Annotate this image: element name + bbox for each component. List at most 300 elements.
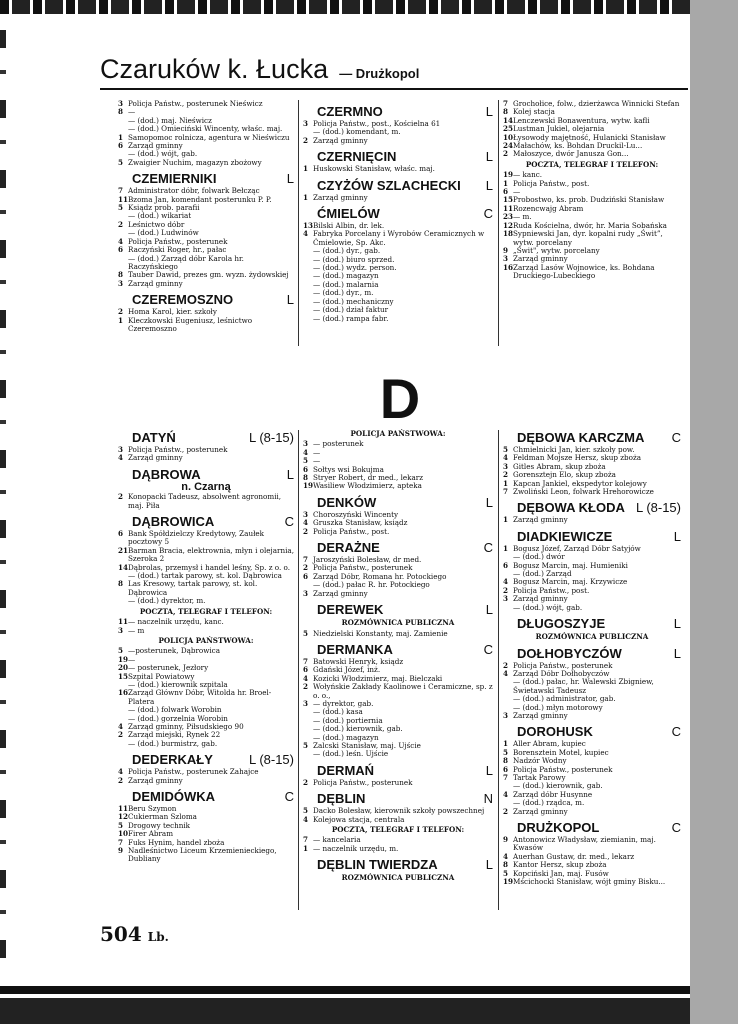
- entry-text: Policja Państw., posterunek: [513, 660, 613, 670]
- entry-text: Stryer Robert, dr med., lekarz: [313, 473, 424, 483]
- phone-number: 11: [118, 617, 129, 627]
- directory-entry: [303, 528, 493, 536]
- place-heading: [317, 602, 493, 617]
- directory-entry: [118, 159, 294, 167]
- directory-entry: [503, 878, 681, 886]
- place-heading: [132, 789, 294, 804]
- entry-text: — (dod.) portiernia: [313, 715, 383, 725]
- phone-number: 1: [118, 132, 124, 142]
- phone-number: 3: [118, 625, 124, 635]
- entry-text: Małoszyce, dwór Janusza Gon...: [513, 149, 629, 159]
- entry-text: — (dod.) magazyn: [313, 732, 379, 742]
- entry-text: — dyrektor, gab.: [313, 698, 374, 708]
- phone-number: 2: [303, 563, 309, 573]
- phone-number: 7: [503, 487, 509, 497]
- phone-number: 19: [303, 481, 314, 491]
- place-name: DRUŻKOPOL: [517, 820, 600, 835]
- entry-text: Zarząd Głównv Dóbr, Witolda hr. Broel-Platera: [128, 688, 272, 706]
- place-name: DOROHUSK: [517, 724, 593, 740]
- directory-entry: [303, 845, 493, 853]
- phone-number: 7: [503, 772, 509, 782]
- phone-number: 6: [303, 464, 309, 474]
- entry-text: Ksiądz prob. parafii: [128, 203, 200, 213]
- place-heading: [517, 430, 681, 445]
- entry-text: Niedzielski Konstanty, maj. Zamienie: [313, 628, 448, 638]
- phone-number: 4: [503, 453, 509, 463]
- phone-number: 5: [503, 445, 509, 454]
- phone-number: 2: [303, 135, 309, 145]
- phone-number: 3: [303, 509, 309, 519]
- entry-text: — kancelaria: [313, 835, 361, 845]
- phone-number: 5: [303, 740, 309, 750]
- entry-text: Kolejowa stacja, centrala: [313, 814, 405, 824]
- directory-entry: [118, 317, 294, 334]
- phone-number: 16: [118, 688, 129, 698]
- place-heading: [317, 791, 493, 806]
- entry-text: Chmielnicki Jan, kier. szkoły pow.: [513, 445, 635, 454]
- place-heading: [517, 646, 681, 661]
- entry-text: —: [128, 654, 136, 664]
- column-2-top: [303, 100, 493, 323]
- phone-number: 5: [303, 806, 309, 816]
- column-rule: [298, 100, 299, 346]
- place-name: DOŁHOBYCZÓW: [517, 645, 622, 661]
- entry-text: Wołyńskie Zakłady Kaolinowe i Ceramiczne, sp. z o. o.,: [313, 682, 493, 700]
- phone-number: 19: [118, 654, 129, 664]
- place-category: C: [671, 820, 681, 835]
- phone-number: 7: [303, 835, 309, 845]
- place-category: L (8-15): [248, 430, 294, 445]
- sub-heading: POLICJA PAŃSTWOWA:: [158, 635, 254, 645]
- phone-number: 6: [303, 571, 309, 581]
- entry-text: — (dod.) Zarząd: [513, 569, 572, 579]
- entry-text: Zarząd Dóbr, Romana hr. Potockiego: [313, 571, 447, 581]
- entry-text: Tauber Dawid, prezes gm. wyzn. żydowskiej: [128, 270, 289, 280]
- entry-text: Zarząd gminny: [128, 278, 183, 288]
- entry-text: — naczelnik urzędu, kanc.: [128, 617, 224, 627]
- entry-text: Nadleśnictwo Liceum Krzemienieckiego, Dubliany: [128, 846, 277, 864]
- phone-number: 3: [118, 99, 124, 108]
- phone-number: 1: [503, 178, 509, 188]
- phone-number: [303, 725, 313, 733]
- phone-number: [303, 717, 313, 725]
- entry-text: — (dod.) tartak parowy, st. kol. Dąbrowica: [128, 571, 282, 581]
- entry-text: Nadzór Wodny: [513, 756, 567, 766]
- place-name: DĘBLIN: [317, 791, 366, 807]
- directory-entry: [303, 165, 493, 173]
- phone-number: 7: [503, 99, 509, 108]
- entry-text: — (dod.) administrator, gab.: [513, 694, 616, 704]
- place-heading: [317, 104, 493, 119]
- entry-text: Bogusz Marcin, maj. Krzywicze: [513, 577, 628, 587]
- entry-text: Borensztein Motel, kupiec: [513, 747, 609, 757]
- entry-text: — (dod.) wójt, gab.: [513, 602, 583, 612]
- header-title: Czaruków k. Łucka: [100, 54, 329, 84]
- place-heading: [132, 292, 294, 307]
- place-category: C: [671, 430, 681, 445]
- entry-text: Bank Spółdzielczy Kredytowy, Zaułek pocztowy 5: [128, 529, 265, 547]
- phone-number: 5: [503, 747, 509, 757]
- place-category: C: [671, 724, 681, 740]
- entry-text: Zarząd gminny, Piłsudskiego 90: [128, 721, 244, 731]
- directory-entry: [303, 440, 493, 448]
- phone-number: 5: [303, 628, 309, 638]
- phone-number: 4: [303, 673, 309, 683]
- place-name: DERMAŃ: [317, 762, 375, 778]
- entry-text: Leśnictwo dóbr: [128, 219, 185, 229]
- phone-number: 2: [303, 526, 309, 536]
- place-heading: [517, 820, 681, 835]
- entry-text: — naczelnik urzędu, m.: [313, 843, 399, 853]
- phone-number: [303, 272, 313, 280]
- entry-text: Policja Państw., post.: [313, 526, 390, 536]
- entry-text: Małachów, ks. Bohdan Druckil-Lu...: [513, 141, 643, 151]
- phone-number: [303, 315, 313, 323]
- entry-text: Sołtys wsi Bokujma: [313, 464, 384, 474]
- entry-text: Bzoma Jan, komendant posterunku P. P.: [128, 194, 272, 204]
- entry-text: Kopciński Jan, maj. Fusów: [513, 868, 609, 878]
- entry-text: „Świt", wytw. porcelany: [513, 245, 600, 255]
- phone-number: 8: [503, 860, 509, 870]
- phone-number: 3: [503, 710, 509, 720]
- place-category: L: [485, 149, 493, 165]
- directory-entry: [303, 750, 493, 758]
- directory-entry: [303, 315, 493, 323]
- phone-number: 8: [303, 473, 309, 483]
- entry-text: Zwoliński Leon, folwark Hrehorowicze: [513, 487, 654, 497]
- phone-number: 25: [503, 124, 514, 134]
- entry-text: — posterunek, Jezłory: [128, 663, 209, 673]
- phone-number: 14: [503, 115, 514, 125]
- place-heading: [132, 514, 294, 529]
- entry-text: Zarząd gminny: [128, 453, 183, 463]
- entry-text: Lenczewski Bonawentura, wytw. kafli: [513, 115, 650, 125]
- place-category: L: [485, 602, 493, 618]
- place-heading: [317, 206, 493, 221]
- phone-number: 8: [503, 756, 509, 766]
- directory-entry: [118, 100, 294, 108]
- phone-number: 11: [118, 804, 129, 813]
- phone-number: 4: [118, 721, 124, 731]
- place-name: CZEREMOSZNO: [132, 292, 234, 308]
- entry-text: Dąbrolas, przemysł i handel leśny, Sp. z o. o.: [128, 562, 291, 572]
- place-name: DERAŻNE: [317, 540, 380, 556]
- phone-number: 4: [303, 229, 309, 239]
- phone-number: [303, 708, 313, 716]
- phone-number: 2: [503, 585, 509, 595]
- entry-text: Choroszyński Wincenty: [313, 509, 399, 519]
- phone-number: [118, 117, 128, 125]
- header-subtitle: — Drużkopol: [339, 66, 420, 81]
- phone-number: 6: [118, 141, 124, 151]
- phone-number: 8: [118, 579, 124, 589]
- entry-text: — (dod.) gorzelnia Worobin: [128, 713, 228, 723]
- phone-number: 7: [118, 186, 124, 196]
- place-heading: [317, 763, 493, 778]
- directory-entry: [303, 683, 493, 700]
- phone-number: 6: [503, 187, 509, 197]
- phone-number: 1: [503, 478, 509, 488]
- phone-number: [303, 256, 313, 264]
- entry-text: Szpital Powiatowy: [128, 671, 195, 681]
- entry-text: Zarząd gminny: [313, 588, 368, 598]
- entry-text: — m.: [513, 212, 532, 222]
- entry-text: Feldman Mojsze Hersz, skup zboża: [513, 453, 642, 463]
- phone-number: 2: [503, 470, 509, 480]
- entry-text: — (dod.) dyr., gab.: [313, 246, 381, 256]
- entry-text: — (dod.) kierownik szpitala: [128, 679, 228, 689]
- place-category: L: [286, 292, 294, 308]
- phone-number: 11: [503, 203, 514, 213]
- phone-number: 6: [118, 529, 124, 539]
- entry-text: — (dod.) maj. Nieświcz: [128, 115, 212, 125]
- place-name: ĆMIELÓW: [317, 206, 380, 222]
- phone-number: [303, 289, 313, 297]
- place-category: N: [483, 791, 493, 807]
- phone-number: 2: [118, 492, 124, 502]
- entry-text: Policja Państw., posterunek: [313, 563, 413, 573]
- entry-text: Homa Karol, kier. szkoły: [128, 307, 217, 317]
- phone-number: 3: [503, 594, 509, 604]
- entry-text: Gorensztejn Elo, skup zboża: [513, 470, 616, 480]
- directory-entry: [303, 137, 493, 145]
- phone-number: 10: [118, 829, 129, 839]
- entry-text: Zarząd gminny: [128, 141, 183, 151]
- directory-entry: [118, 618, 294, 626]
- entry-text: Sypniewski Jan, dyr. kopalni rudy „Świt”, wytw. porcelany: [513, 229, 663, 247]
- place-heading: [317, 495, 493, 510]
- directory-entry: [503, 488, 681, 496]
- entry-text: Policja Państw., post., Kościelna 61: [313, 119, 441, 128]
- phone-number: 1: [118, 315, 124, 325]
- column-rule: [298, 430, 299, 910]
- entry-text: Gitles Abram, skup zboża: [513, 461, 606, 471]
- directory-entry: [118, 580, 294, 597]
- entry-text: — (dod.) kierownik, gab.: [513, 781, 603, 791]
- directory-entry: [303, 779, 493, 787]
- entry-text: Zwaigier Nuchim, magazyn zbożowy: [128, 157, 262, 167]
- directory-entry: [118, 280, 294, 288]
- entry-text: Gruszka Stanisław, ksiądz: [313, 518, 408, 528]
- place-category: L: [485, 494, 493, 510]
- directory-entry: [118, 530, 294, 547]
- directory-entry: [118, 493, 294, 510]
- entry-text: — (dod.) Zarząd dóbr Karola hr. Raczyńskiego: [128, 253, 244, 271]
- place-name: DĘBOWA KARCZMA: [517, 430, 645, 445]
- entry-text: —: [313, 456, 321, 466]
- directory-entry: [503, 836, 681, 853]
- entry-text: Mścichocki Stanisław, wójt gminy Bisku...: [513, 877, 666, 887]
- entry-text: — posterunek: [313, 439, 364, 449]
- phone-number: 4: [503, 668, 509, 678]
- entry-text: Barman Bracia, elektrownia, młyn i olejarnia, Szeroka 2: [128, 545, 294, 564]
- phone-number: 1: [303, 164, 309, 174]
- place-name: DŁUGOSZYJE: [517, 616, 606, 632]
- phone-number: 3: [303, 119, 309, 128]
- place-name: DĘBLIN TWIERDZA: [317, 857, 438, 873]
- entry-text: — (dod.) wikariat: [128, 211, 192, 221]
- entry-text: — kanc.: [513, 170, 543, 180]
- entry-text: — (dod.) kierownik, gab.: [313, 724, 403, 734]
- page-number-value: 504: [100, 922, 142, 946]
- place-category: C: [483, 641, 493, 657]
- phone-number: 2: [303, 777, 309, 787]
- entry-text: Zarząd gminny: [128, 775, 183, 785]
- place-category: L: [673, 616, 681, 632]
- phone-number: [303, 750, 313, 758]
- directory-entry: [118, 740, 294, 748]
- place-category: L: [673, 528, 681, 544]
- entry-text: Policja Państw., posterunek Nieświcz: [128, 99, 263, 108]
- entry-text: Policja Państw., posterunek: [128, 445, 228, 454]
- place-name: DĘBOWA KŁODA: [517, 500, 625, 516]
- phone-number: [303, 298, 313, 306]
- entry-text: — (dod.) magazyn: [313, 271, 379, 281]
- entry-text: Las Kresowy, tartak parowy, st. kol. Dąbrowica: [128, 579, 258, 597]
- place-name: DATYŃ: [132, 430, 176, 445]
- entry-text: Policja Państw., posterunek: [128, 236, 228, 246]
- entry-text: Zarząd dóbr Husynne: [513, 789, 593, 799]
- phone-number: 23: [503, 212, 514, 222]
- entry-text: Policja Państw., posterunek: [313, 777, 413, 787]
- phone-number: 2: [118, 775, 124, 785]
- phone-number: 3: [303, 588, 309, 598]
- phone-number: 6: [503, 764, 509, 774]
- directory-entry: [503, 808, 681, 816]
- page-number: [100, 922, 169, 946]
- entry-text: Zarząd Dóbr Dołhobyczów: [513, 668, 610, 678]
- place-name: DIADKIEWICZE: [517, 528, 613, 544]
- entry-text: Policja Państw., posterunek Zahajce: [128, 767, 259, 777]
- place-category: C: [483, 540, 493, 556]
- phone-number: 4: [303, 518, 309, 528]
- entry-text: — (dod.) rampa fabr.: [313, 313, 389, 323]
- phone-number: 5: [118, 203, 124, 213]
- phone-number: [503, 695, 513, 703]
- place-name: DERMANKA: [317, 641, 393, 657]
- phone-number: [118, 706, 128, 714]
- directory-entry: [503, 516, 681, 524]
- place-category: L (8-15): [248, 752, 294, 768]
- phone-number: 7: [303, 555, 309, 565]
- phone-number: 4: [503, 577, 509, 587]
- place-category: C: [284, 789, 294, 804]
- entry-text: Probostwo, ks. prob. Dudziński Stanisław: [513, 195, 665, 205]
- directory-entry: [118, 597, 294, 605]
- place-category: L: [485, 177, 493, 193]
- entry-text: Zarząd Lasów Wojnowice, ks. Bohdana Druckiego-Lubeckiego: [513, 262, 655, 281]
- place-heading: [132, 752, 294, 767]
- entry-text: — (dod.) kasa: [313, 707, 363, 717]
- directory-entry: [303, 230, 493, 247]
- entry-text: Grochołice, folw., dzierżawca Winnicki Stefan: [513, 99, 680, 108]
- entry-text: Zarząd gminny: [513, 710, 568, 720]
- phone-number: [303, 281, 313, 289]
- place-name: DĄBROWICA: [132, 514, 215, 530]
- entry-text: Bogusz Józef, Zarząd Dóbr Satyjów: [513, 543, 641, 553]
- entry-text: — (dod.) leśn. Ujście: [313, 749, 389, 759]
- entry-text: — (dod.) dział faktur: [313, 305, 389, 315]
- phone-number: 5: [503, 868, 509, 878]
- place-heading: [317, 178, 493, 193]
- directory-entry: [118, 255, 294, 272]
- place-heading: [132, 430, 294, 445]
- directory-entry: [118, 777, 294, 785]
- phone-number: 2: [118, 307, 124, 317]
- phone-number: 3: [503, 461, 509, 471]
- scan-edge-top: [0, 0, 690, 14]
- phone-number: 8: [503, 107, 509, 117]
- phone-number: 15: [503, 195, 514, 205]
- entry-text: Policja Państw., post.: [513, 178, 590, 188]
- phone-number: 18: [503, 229, 514, 239]
- directory-entry: [303, 630, 493, 638]
- entry-text: — (dod.) młyn motorowy: [513, 702, 603, 712]
- phone-number: [118, 597, 128, 605]
- entry-text: —posterunek, Dąbrowica: [128, 646, 220, 656]
- entry-text: Kantor Hersz, skup zboża: [513, 860, 607, 870]
- directory-entry: [503, 180, 681, 188]
- entry-text: Zarząd gminny: [513, 254, 568, 264]
- entry-text: Zarząd gminny: [313, 135, 368, 145]
- place-category: L: [485, 857, 493, 873]
- column-3-top: [503, 100, 681, 281]
- directory-entry: [303, 449, 493, 457]
- phone-number: [303, 306, 313, 314]
- entry-text: Huskowski Stanisław, właśc. maj.: [313, 164, 435, 174]
- entry-text: — (dod.) pałac R. hr. Potockiego: [313, 580, 430, 590]
- place-heading: [317, 149, 493, 164]
- phone-number: 4: [303, 814, 309, 824]
- directory-entry: [503, 712, 681, 720]
- entry-text: — (dod.) dyrektor, m.: [128, 596, 206, 606]
- sub-heading: ROZMÓWNICA PUBLICZNA: [341, 618, 455, 628]
- entry-text: Łysowody majętność, Hulanicki Stanisław: [513, 132, 666, 142]
- place-category: C: [284, 514, 294, 530]
- phone-number: 12: [118, 812, 129, 822]
- phone-number: 5: [118, 646, 124, 656]
- phone-number: 5: [303, 456, 309, 466]
- entry-text: Zarząd gminny: [313, 192, 368, 202]
- directory-entry: [503, 604, 681, 612]
- entry-text: Rozencwajg Abram: [513, 203, 584, 213]
- entry-text: — (dod.) burmistrz, gab.: [128, 738, 218, 748]
- column-rule: [498, 100, 499, 346]
- column-rule: [498, 430, 499, 910]
- place-category: L: [673, 645, 681, 661]
- entry-text: Ruda Kościelna, dwór, hr. Maria Sobańska: [513, 220, 667, 230]
- directory-entry: [118, 647, 294, 655]
- place-heading: [317, 857, 493, 872]
- sub-heading: POCZTA, TELEGRAF I TELEFON:: [139, 606, 273, 616]
- place-name: CZERMNO: [317, 104, 383, 119]
- phone-number: 2: [503, 149, 509, 159]
- entry-text: — (dod.) Omieciński Wincenty, właśc. maj.: [128, 124, 283, 134]
- place-heading: [517, 724, 681, 739]
- phone-number: 2: [503, 806, 509, 816]
- phone-number: 4: [118, 236, 124, 246]
- phone-number: 6: [118, 245, 124, 255]
- phone-number: 1: [303, 843, 309, 853]
- place-heading: [317, 540, 493, 555]
- entry-text: — (dod.) Ludwinów: [128, 228, 199, 238]
- place-name: DEDERKAŁY: [132, 752, 213, 768]
- phone-number: 1: [503, 543, 509, 553]
- entry-text: Kleczkowski Eugeniusz, leśnictwo Czeremoszno: [128, 315, 253, 333]
- directory-entry: [118, 547, 294, 564]
- directory-entry: [503, 230, 681, 247]
- entry-text: Raczyński Roger, hr., pałac: [128, 245, 227, 255]
